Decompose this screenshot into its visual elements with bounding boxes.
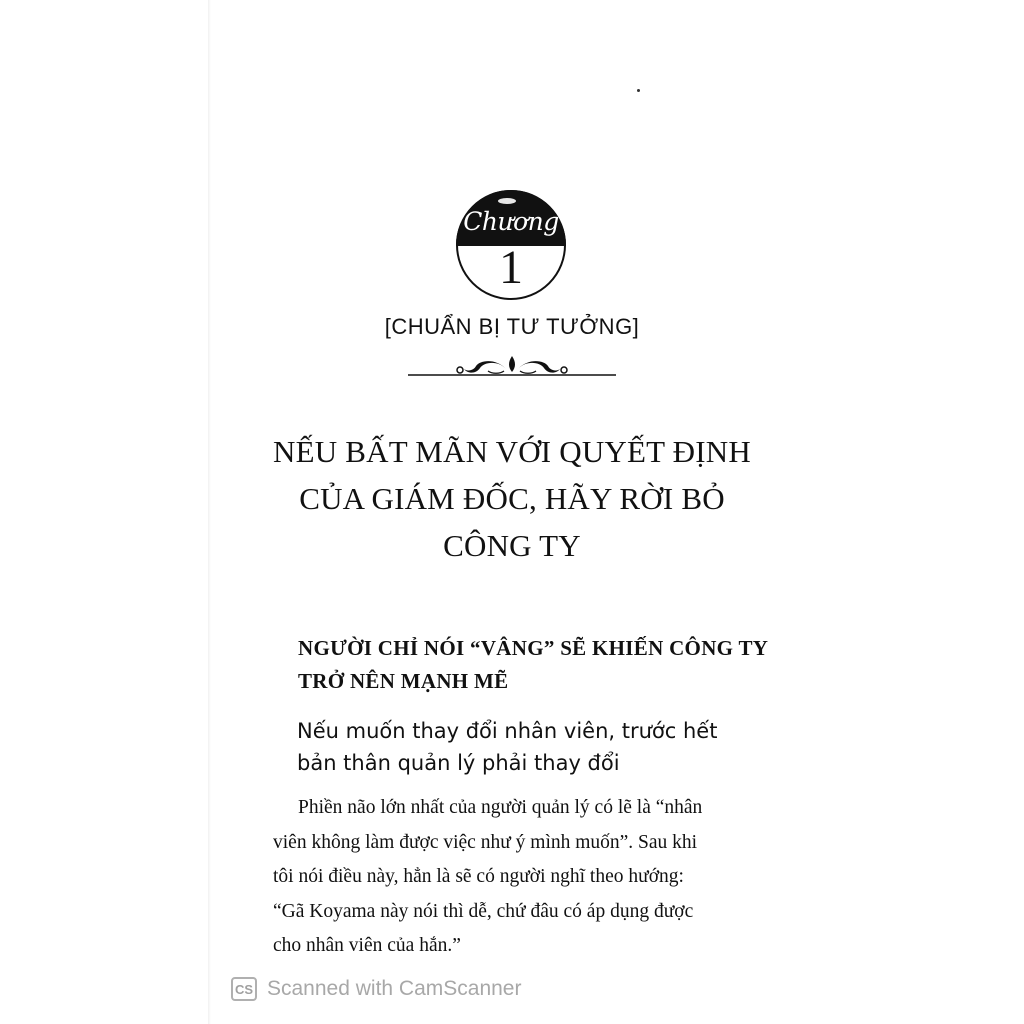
scan-edge-shadow (208, 0, 211, 1024)
chapter-badge (455, 189, 567, 301)
body-line: viên không làm được việc như ý mình muốn”. Sau khi (273, 831, 698, 853)
body-line: Phiền não lớn nhất của người quản lý có lẽ là “nhân (298, 797, 703, 818)
subheading-line: NGƯỜI CHỈ NÓI “VÂNG” SẼ KHIẾN CÔNG TY (298, 636, 769, 660)
section-tag: [CHUẨN BỊ TƯ TƯỞNG] (384, 314, 640, 339)
body-paragraph (273, 791, 773, 964)
body-line: cho nhân viên của hắn.” (273, 935, 461, 956)
chapter-word: Chương (463, 207, 559, 236)
watermark-text: Scanned with CamScanner (267, 977, 522, 1000)
chapter-title-line: NẾU BẤT MÃN VỚI QUYẾT ĐỊNH (273, 434, 751, 469)
body-line: “Gã Koyama này nói thì dễ, chứ đâu có áp dụng được (273, 900, 694, 922)
chapter-number: 1 (499, 241, 523, 294)
ornament-divider-icon (408, 352, 616, 382)
body-line: tôi nói điều này, hẳn là sẽ có người nghĩ theo hướng: (273, 866, 684, 887)
camscanner-logo-icon: CS (231, 977, 257, 1001)
chapter-title-line: CỦA GIÁM ĐỐC, HÃY RỜI BỎ (299, 481, 725, 516)
chapter-title-line: CÔNG TY (443, 528, 581, 563)
scan-speck (637, 89, 640, 92)
section-subheading (298, 632, 778, 698)
chapter-title (230, 428, 794, 569)
camscanner-watermark (231, 975, 521, 1003)
sub-subheading-line: Nếu muốn thay đổi nhân viên, trước hết (297, 719, 718, 743)
sub-subheading (297, 715, 777, 779)
subheading-line: TRỞ NÊN MẠNH MẼ (298, 669, 509, 693)
sub-subheading-line: bản thân quản lý phải thay đổi (297, 751, 620, 775)
